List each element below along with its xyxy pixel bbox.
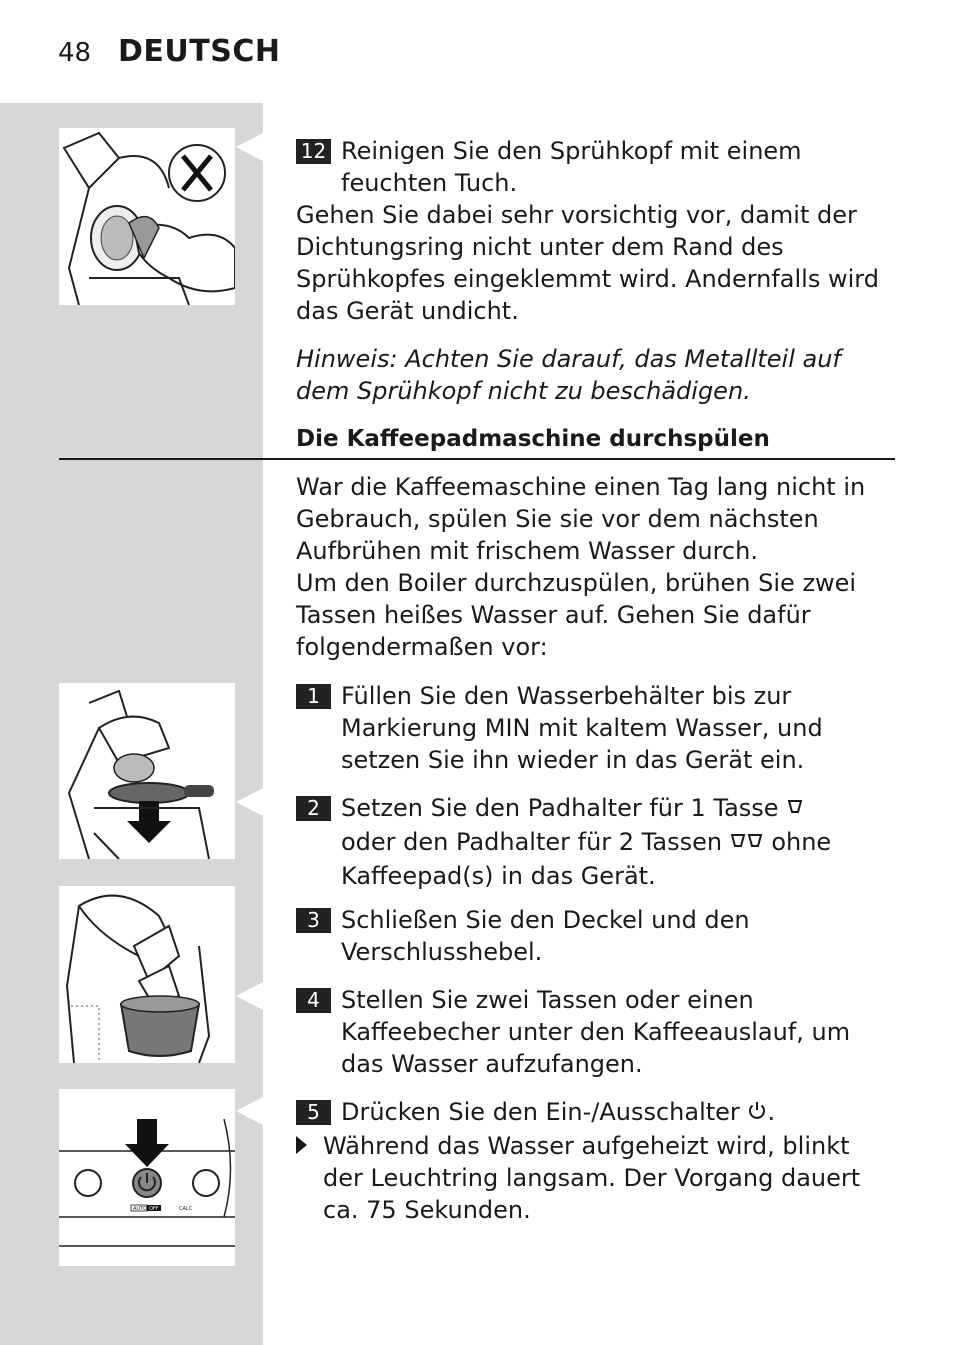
step-number: 1 (296, 684, 331, 709)
section-intro (296, 471, 896, 663)
step-number: 4 (296, 988, 331, 1013)
figure-control-panel (59, 1089, 235, 1266)
hint-note: Hinweis: Achten Sie darauf, das Metallteil auf dem Sprühkopf nicht zu beschädigen. (296, 345, 841, 405)
figure-pointer (236, 133, 263, 161)
calc-label: CALC (179, 1206, 193, 1212)
figure-pointer (236, 982, 263, 1010)
result-bullet-icon (296, 1136, 307, 1154)
step-12 (296, 135, 896, 455)
page-number: 48 (58, 38, 92, 68)
auto-label: AUTO (133, 1206, 148, 1212)
intro-paragraph: War die Kaffeemaschine einen Tag lang nicht in Gebrauch, spülen Sie sie vor dem nächsten Aufbrühen mit frischem Wasser durch. (296, 473, 866, 565)
step-text-b: oder den Padhalter für 2 Tassen (341, 828, 723, 856)
step-number: 3 (296, 908, 331, 933)
step-text: Schließen Sie den Deckel und den Verschlusshebel. (341, 906, 750, 966)
step-text: Füllen Sie den Wasserbehälter bis zur Markierung MIN mit kaltem Wasser, und setzen Sie ihn wieder in das Gerät ein. (341, 682, 823, 774)
step-1 (296, 680, 896, 776)
power-icon (747, 1098, 767, 1130)
step-3 (296, 904, 896, 968)
figure-pointer (236, 788, 263, 816)
step-text: Drücken Sie den Ein-/Ausschalter (341, 1098, 740, 1126)
figure-insert-pad-holder (59, 683, 235, 859)
step-detail: Gehen Sie dabei sehr vorsichtig vor, damit der Dichtungsring nicht unter dem Rand des Sprühkopfes eingeklemmt wird. Andernfalls wird das Gerät undicht. (296, 201, 879, 325)
page-title: DEUTSCH (118, 34, 281, 69)
step-number: 2 (296, 796, 331, 821)
step-text: Reinigen Sie den Sprühkopf mit einem feuchten Tuch. (341, 137, 802, 197)
section-divider (59, 458, 895, 460)
two-cups-icon (730, 828, 764, 860)
step-text-c: ohne Kaffeepad(s) in das Gerät. (341, 828, 832, 890)
one-cup-icon (786, 794, 804, 826)
step-5 (296, 1096, 896, 1226)
intro-paragraph-2: Um den Boiler durchzuspülen, brühen Sie zwei Tassen heißes Wasser auf. Gehen Sie dafür folgendermaßen vor: (296, 569, 857, 661)
figure-clean-spray-head (59, 128, 235, 305)
step-text: Stellen Sie zwei Tassen oder einen Kaffeebecher unter den Kaffeeauslauf, um das Wasser aufzufangen. (341, 986, 851, 1078)
step-text-end: . (767, 1098, 776, 1126)
step-number: 5 (296, 1100, 331, 1125)
step-number: 12 (296, 139, 331, 164)
result-text: Während das Wasser aufgeheizt wird, blinkt der Leuchtring langsam. Der Vorgang dauert ca. 75 Sekunden. (323, 1132, 861, 1224)
figure-cup-under-outlet (59, 886, 235, 1063)
figure-pointer (236, 1097, 263, 1125)
section-heading: Die Kaffeepadmaschine durchspülen (296, 426, 770, 452)
step-2 (296, 792, 896, 892)
step-text-a: Setzen Sie den Padhalter für 1 Tasse (341, 794, 779, 822)
off-label: OFF (149, 1206, 159, 1212)
step-4 (296, 984, 896, 1080)
